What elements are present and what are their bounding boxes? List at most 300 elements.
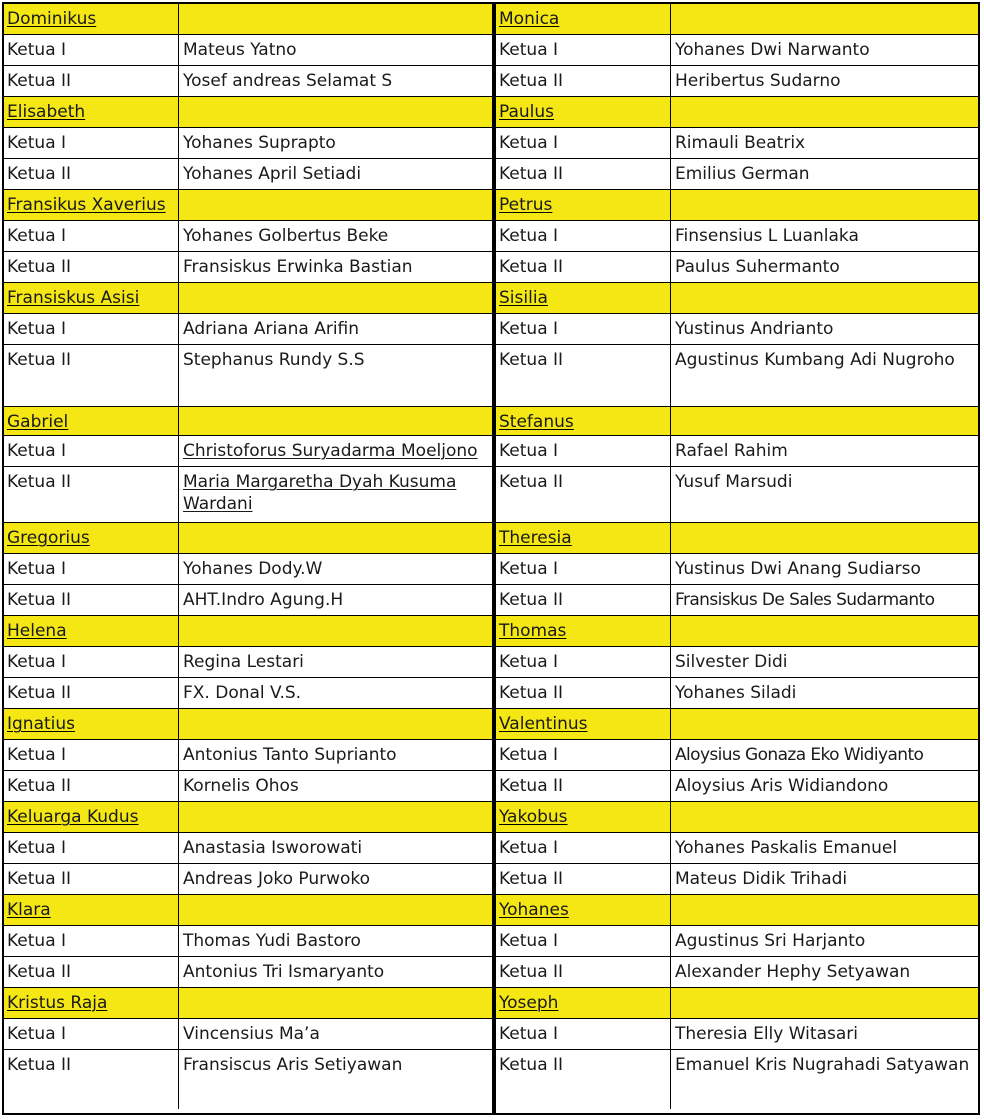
- name-cell: [179, 833, 492, 863]
- member-row: [496, 833, 978, 864]
- role-cell: [4, 221, 179, 251]
- member-row: [4, 221, 492, 252]
- role-label: Ketua II: [499, 683, 564, 703]
- name-cell: [179, 252, 492, 282]
- name-cell: [179, 436, 492, 466]
- member-name: Emanuel Kris Nugrahadi Satyawan: [675, 1055, 970, 1075]
- name-cell: [671, 678, 978, 708]
- group-name: Yakobus: [499, 807, 568, 827]
- member-row: [4, 314, 492, 345]
- group-name: Paulus: [499, 102, 555, 122]
- group-name-cell: [4, 283, 179, 313]
- group-header-row: [496, 895, 978, 926]
- name-cell: [179, 926, 492, 956]
- member-row: [496, 314, 978, 345]
- name-cell: [671, 221, 978, 251]
- role-cell: [4, 436, 179, 466]
- empty-cell: [179, 895, 492, 925]
- role-label: Ketua II: [7, 1055, 72, 1075]
- role-label: Ketua II: [499, 350, 564, 370]
- empty-cell: [179, 523, 492, 553]
- name-cell: [671, 314, 978, 344]
- role-cell: [496, 252, 671, 282]
- name-cell: [671, 1019, 978, 1049]
- empty-cell: [179, 4, 492, 34]
- role-cell: [496, 436, 671, 466]
- role-label: Ketua II: [499, 776, 564, 796]
- member-row: [4, 66, 492, 97]
- member-name: Antonius Tanto Suprianto: [183, 745, 397, 765]
- group-name-cell: [4, 523, 179, 553]
- group-header-row: [4, 709, 492, 740]
- role-label: Ketua II: [7, 776, 72, 796]
- name-cell: [671, 467, 978, 522]
- group-name: Fransikus Xaverius: [7, 195, 166, 215]
- role-label: Ketua I: [499, 652, 559, 672]
- group-header-row: [4, 97, 492, 128]
- group-header-row: [496, 802, 978, 833]
- name-cell: [179, 647, 492, 677]
- name-cell: [179, 159, 492, 189]
- member-name: Aloysius Aris Widiandono: [675, 776, 889, 796]
- member-row: [496, 159, 978, 190]
- name-cell: [671, 252, 978, 282]
- member-row: [496, 66, 978, 97]
- role-cell: [4, 252, 179, 282]
- group-name: Stefanus: [499, 412, 574, 432]
- name-cell: [671, 647, 978, 677]
- role-cell: [4, 771, 179, 801]
- empty-cell: [671, 895, 978, 925]
- role-label: Ketua II: [499, 962, 564, 982]
- empty-cell: [671, 709, 978, 739]
- role-label: Ketua II: [499, 164, 564, 184]
- name-cell: [179, 35, 492, 65]
- group-header-row: [4, 407, 492, 436]
- group-name: Thomas: [499, 621, 567, 641]
- role-cell: [4, 554, 179, 584]
- role-cell: [496, 1050, 671, 1109]
- role-cell: [4, 926, 179, 956]
- role-label: Ketua II: [7, 962, 72, 982]
- member-name: Yohanes Golbertus Beke: [183, 226, 389, 246]
- group-name: Valentinus: [499, 714, 588, 734]
- member-name: Maria Margaretha Dyah Kusuma Wardani: [183, 472, 457, 514]
- member-row: [496, 585, 978, 616]
- group-name-cell: [496, 616, 671, 646]
- group-name: Petrus: [499, 195, 553, 215]
- role-cell: [4, 740, 179, 770]
- role-label: Ketua II: [7, 164, 72, 184]
- group-name: Helena: [7, 621, 67, 641]
- name-cell: [671, 926, 978, 956]
- role-cell: [4, 1019, 179, 1049]
- role-label: Ketua II: [7, 869, 72, 889]
- member-name: Antonius Tri Ismaryanto: [183, 962, 385, 982]
- role-label: Ketua I: [499, 226, 559, 246]
- group-name: Theresia: [499, 528, 572, 548]
- group-name-cell: [4, 802, 179, 832]
- member-row: [496, 771, 978, 802]
- role-label: Ketua II: [499, 257, 564, 277]
- member-name: Regina Lestari: [183, 652, 304, 672]
- empty-cell: [179, 802, 492, 832]
- member-row: [496, 678, 978, 709]
- member-name: Yohanes Dwi Narwanto: [675, 40, 870, 60]
- role-label: Ketua II: [7, 472, 72, 492]
- role-label: Ketua I: [499, 838, 559, 858]
- role-label: Ketua I: [499, 441, 559, 461]
- member-row: [496, 128, 978, 159]
- group-name-cell: [496, 523, 671, 553]
- role-cell: [496, 647, 671, 677]
- member-row: [4, 1050, 492, 1109]
- lingkungan-table: [2, 2, 980, 1115]
- role-label: Ketua I: [499, 931, 559, 951]
- role-label: Ketua I: [7, 931, 67, 951]
- group-header-row: [496, 97, 978, 128]
- name-cell: [671, 740, 978, 770]
- role-label: Ketua I: [499, 1024, 559, 1044]
- member-name: Adriana Ariana Arifin: [183, 319, 360, 339]
- member-name: Yohanes Suprapto: [183, 133, 336, 153]
- member-name: Mateus Didik Trihadi: [675, 869, 848, 889]
- role-cell: [4, 467, 179, 522]
- role-label: Ketua I: [499, 40, 559, 60]
- member-name: Mateus Yatno: [183, 40, 297, 60]
- member-name: Yohanes Siladi: [675, 683, 797, 703]
- member-row: [496, 1019, 978, 1050]
- group-name: Kristus Raja: [7, 993, 108, 1013]
- member-row: [496, 467, 978, 523]
- member-name: Kornelis Ohos: [183, 776, 299, 796]
- member-row: [4, 467, 492, 523]
- role-cell: [4, 128, 179, 158]
- group-name-cell: [496, 802, 671, 832]
- role-cell: [496, 833, 671, 863]
- member-name: Agustinus Sri Harjanto: [675, 931, 866, 951]
- member-name: Fransiscus Aris Setiyawan: [183, 1055, 403, 1075]
- group-name-cell: [4, 407, 179, 435]
- group-name-cell: [496, 97, 671, 127]
- group-header-row: [496, 709, 978, 740]
- empty-cell: [671, 283, 978, 313]
- member-row: [496, 554, 978, 585]
- member-row: [4, 554, 492, 585]
- name-cell: [671, 345, 978, 406]
- role-cell: [4, 647, 179, 677]
- role-cell: [4, 314, 179, 344]
- role-cell: [4, 159, 179, 189]
- member-row: [4, 128, 492, 159]
- group-header-row: [496, 523, 978, 554]
- group-name: Yoseph: [499, 993, 559, 1013]
- member-row: [496, 436, 978, 467]
- name-cell: [671, 35, 978, 65]
- group-name-cell: [496, 4, 671, 34]
- member-row: [496, 1050, 978, 1109]
- role-cell: [4, 1050, 179, 1109]
- member-name: Yohanes Paskalis Emanuel: [675, 838, 898, 858]
- left-column: [4, 4, 492, 1113]
- right-column: [492, 4, 978, 1113]
- role-cell: [496, 771, 671, 801]
- role-label: Ketua I: [7, 319, 67, 339]
- group-header-row: [496, 190, 978, 221]
- name-cell: [179, 128, 492, 158]
- group-name-cell: [4, 709, 179, 739]
- role-label: Ketua II: [499, 1055, 564, 1075]
- empty-cell: [179, 407, 492, 435]
- name-cell: [671, 771, 978, 801]
- member-row: [496, 35, 978, 66]
- member-name: Anastasia Isworowati: [183, 838, 363, 858]
- empty-cell: [671, 616, 978, 646]
- group-name: Gabriel: [7, 412, 69, 432]
- name-cell: [671, 554, 978, 584]
- group-header-row: [496, 283, 978, 314]
- name-cell: [671, 585, 978, 615]
- member-row: [496, 740, 978, 771]
- member-name: Silvester Didi: [675, 652, 788, 672]
- role-label: Ketua I: [7, 745, 67, 765]
- member-row: [496, 252, 978, 283]
- name-cell: [179, 345, 492, 406]
- role-cell: [496, 926, 671, 956]
- group-name: Elisabeth: [7, 102, 86, 122]
- member-name: Vincensius Ma’a: [183, 1024, 320, 1044]
- group-name-cell: [496, 407, 671, 435]
- group-name-cell: [4, 97, 179, 127]
- member-name: Heribertus Sudarno: [675, 71, 841, 91]
- name-cell: [179, 66, 492, 96]
- member-name: Andreas Joko Purwoko: [183, 869, 371, 889]
- role-label: Ketua I: [7, 40, 67, 60]
- empty-cell: [179, 709, 492, 739]
- group-name: Sisilia: [499, 288, 548, 308]
- group-name-cell: [496, 988, 671, 1018]
- name-cell: [179, 554, 492, 584]
- name-cell: [671, 436, 978, 466]
- member-row: [4, 436, 492, 467]
- role-cell: [4, 833, 179, 863]
- group-header-row: [496, 616, 978, 647]
- role-cell: [4, 957, 179, 987]
- member-name: Christoforus Suryadarma Moeljono: [183, 441, 478, 461]
- role-label: Ketua II: [7, 350, 72, 370]
- role-label: Ketua II: [7, 257, 72, 277]
- member-row: [4, 585, 492, 616]
- member-row: [4, 345, 492, 407]
- empty-cell: [671, 4, 978, 34]
- group-header-row: [496, 407, 978, 436]
- group-name: Klara: [7, 900, 51, 920]
- member-row: [496, 221, 978, 252]
- member-row: [4, 35, 492, 66]
- role-label: Ketua II: [499, 590, 564, 610]
- empty-cell: [179, 616, 492, 646]
- group-name-cell: [4, 4, 179, 34]
- group-header-row: [4, 802, 492, 833]
- member-row: [4, 647, 492, 678]
- role-label: Ketua I: [7, 838, 67, 858]
- member-name: Rimauli Beatrix: [675, 133, 806, 153]
- member-name: Theresia Elly Witasari: [675, 1024, 858, 1044]
- role-cell: [496, 314, 671, 344]
- group-name-cell: [4, 895, 179, 925]
- member-row: [496, 957, 978, 988]
- group-header-row: [4, 988, 492, 1019]
- name-cell: [179, 957, 492, 987]
- group-name: Yohanes: [499, 900, 569, 920]
- role-label: Ketua II: [7, 683, 72, 703]
- group-name-cell: [496, 190, 671, 220]
- role-cell: [4, 678, 179, 708]
- role-cell: [496, 1019, 671, 1049]
- empty-cell: [179, 190, 492, 220]
- member-name: Emilius German: [675, 164, 810, 184]
- member-row: [4, 833, 492, 864]
- group-name: Dominikus: [7, 9, 97, 29]
- role-cell: [496, 585, 671, 615]
- member-name: Rafael Rahim: [675, 441, 788, 461]
- name-cell: [671, 833, 978, 863]
- name-cell: [671, 159, 978, 189]
- name-cell: [179, 740, 492, 770]
- empty-cell: [671, 407, 978, 435]
- group-name: Monica: [499, 9, 560, 29]
- role-label: Ketua II: [499, 869, 564, 889]
- role-label: Ketua II: [499, 472, 564, 492]
- member-row: [4, 957, 492, 988]
- role-label: Ketua I: [7, 559, 67, 579]
- member-name: Alexander Hephy Setyawan: [675, 962, 911, 982]
- role-cell: [4, 35, 179, 65]
- name-cell: [179, 585, 492, 615]
- role-cell: [4, 66, 179, 96]
- name-cell: [179, 221, 492, 251]
- group-header-row: [496, 4, 978, 35]
- name-cell: [671, 1050, 978, 1109]
- group-name-cell: [4, 616, 179, 646]
- group-header-row: [4, 523, 492, 554]
- role-cell: [496, 221, 671, 251]
- member-name: FX. Donal V.S.: [183, 683, 302, 703]
- group-header-row: [496, 988, 978, 1019]
- group-name-cell: [496, 283, 671, 313]
- member-name: Stephanus Rundy S.S: [183, 350, 365, 370]
- name-cell: [179, 1050, 492, 1109]
- role-label: Ketua I: [7, 226, 67, 246]
- member-name: Yusuf Marsudi: [675, 472, 793, 492]
- role-label: Ketua II: [499, 71, 564, 91]
- role-label: Ketua II: [7, 590, 72, 610]
- member-row: [4, 159, 492, 190]
- role-label: Ketua I: [7, 1024, 67, 1044]
- member-row: [4, 1019, 492, 1050]
- role-label: Ketua I: [7, 133, 67, 153]
- member-name: Yohanes Dody.W: [183, 559, 323, 579]
- name-cell: [671, 957, 978, 987]
- group-header-row: [4, 283, 492, 314]
- role-label: Ketua II: [7, 71, 72, 91]
- empty-cell: [179, 988, 492, 1018]
- name-cell: [671, 128, 978, 158]
- member-row: [4, 771, 492, 802]
- empty-cell: [179, 97, 492, 127]
- role-cell: [4, 864, 179, 894]
- member-row: [4, 926, 492, 957]
- name-cell: [179, 771, 492, 801]
- group-name: Gregorius: [7, 528, 90, 548]
- role-cell: [496, 159, 671, 189]
- role-cell: [4, 345, 179, 406]
- empty-cell: [671, 523, 978, 553]
- member-row: [496, 647, 978, 678]
- member-name: Fransiskus De Sales Sudarmanto: [675, 590, 935, 610]
- role-label: Ketua I: [499, 319, 559, 339]
- role-label: Ketua I: [7, 652, 67, 672]
- member-name: Agustinus Kumbang Adi Nugroho: [675, 350, 955, 370]
- group-name-cell: [4, 988, 179, 1018]
- member-name: Yustinus Dwi Anang Sudiarso: [675, 559, 921, 579]
- role-cell: [496, 957, 671, 987]
- member-name: Thomas Yudi Bastoro: [183, 931, 361, 951]
- member-row: [496, 926, 978, 957]
- member-name: Aloysius Gonaza Eko Widiyanto: [675, 745, 924, 765]
- name-cell: [179, 1019, 492, 1049]
- group-name-cell: [496, 895, 671, 925]
- group-name: Ignatius: [7, 714, 76, 734]
- role-cell: [496, 864, 671, 894]
- name-cell: [671, 864, 978, 894]
- empty-cell: [179, 283, 492, 313]
- empty-cell: [671, 988, 978, 1018]
- group-header-row: [4, 4, 492, 35]
- member-row: [4, 252, 492, 283]
- name-cell: [179, 314, 492, 344]
- role-cell: [496, 66, 671, 96]
- name-cell: [179, 864, 492, 894]
- empty-cell: [671, 190, 978, 220]
- role-label: Ketua I: [499, 133, 559, 153]
- group-name-cell: [496, 709, 671, 739]
- member-row: [496, 864, 978, 895]
- group-name: Fransiskus Asisi: [7, 288, 140, 308]
- member-row: [4, 740, 492, 771]
- member-row: [496, 345, 978, 407]
- member-row: [4, 864, 492, 895]
- empty-cell: [671, 802, 978, 832]
- group-header-row: [4, 190, 492, 221]
- role-cell: [496, 467, 671, 522]
- group-header-row: [4, 616, 492, 647]
- role-label: Ketua I: [499, 559, 559, 579]
- role-cell: [496, 678, 671, 708]
- member-row: [4, 678, 492, 709]
- name-cell: [671, 66, 978, 96]
- role-cell: [496, 740, 671, 770]
- member-name: Yosef andreas Selamat S: [183, 71, 393, 91]
- group-header-row: [4, 895, 492, 926]
- role-cell: [4, 585, 179, 615]
- name-cell: [179, 467, 492, 522]
- name-cell: [179, 678, 492, 708]
- member-name: Fransiskus Erwinka Bastian: [183, 257, 413, 277]
- role-cell: [496, 128, 671, 158]
- member-name: Paulus Suhermanto: [675, 257, 840, 277]
- empty-cell: [671, 97, 978, 127]
